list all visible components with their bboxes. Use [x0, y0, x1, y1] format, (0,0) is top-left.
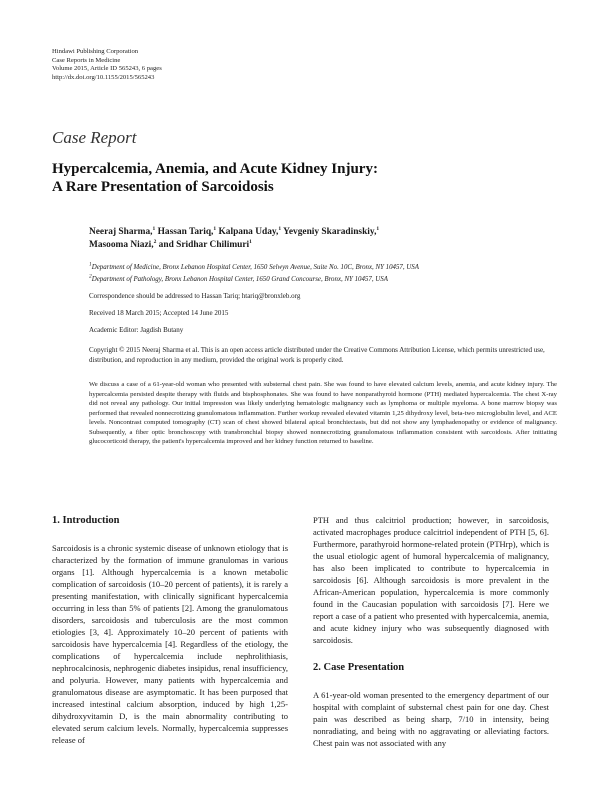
author-affiliation-mark: 1	[376, 225, 380, 232]
left-column	[52, 514, 288, 746]
introduction-continued-text: PTH and thus calcitriol production; however, in sarcoidosis, activated macrophages produce calcitriol independent of PTH [5, 6]. Furthermore, parathyroid hormone-related protein (PTHrp), which is the usual etiologic agent of humoral hypercalcemia of malignancy, has also been implicated to contribute to hypercalcemia in sarcoidosis [6]. Although sarcoidosis is more prevalent in the African-American population, hypercalcemia is more commonly found in the Caucasian population with sarcoidosis [7]. Here we report a case of a patient who presented with hypercalcemia, anemia, and acute kidney injury who was subsequently diagnosed with sarcoidosis.	[313, 515, 549, 645]
affiliation	[89, 274, 559, 286]
correspondence: Correspondence should be addressed to Hassan Tariq; htariq@bronxleb.org	[89, 292, 301, 300]
introduction-heading: 1. Introduction	[52, 515, 120, 526]
journal-name: Case Reports in Medicine	[52, 56, 121, 64]
author-name: Kalpana Uday,	[218, 227, 279, 237]
author-affiliation-mark: 1	[278, 225, 282, 232]
author-affiliation-mark: 1	[249, 238, 252, 245]
doi-link[interactable]: http://dx.doi.org/10.1155/2015/565243	[52, 73, 155, 81]
introduction-text: Sarcoidosis is a chronic systemic disease of unknown etiology that is characterized by the formation of immune granulomas in various organs [1]. Although hypercalcemia is a known metabolic complication of sarcoidosis (10–20 percent of patients), it is rarely a presenting manifestation, with clinically significant hypercalcemia occurring in less than 5% of patients [2]. Among the granulomatous disorders, sarcoidosis and tuberculosis are the most common etiologies [3, 4]. Approximately 10–20 percent of patients with sarcoidosis have hypercalcemia [4]. Regardless of the etiology, the complications of hypercalcemia include nephrolithiasis, nephrocalcinosis, nephrogenic diabetes insipidus, renal insufficiency, and polyuria. However, many patients with hypercalcemia and granulomatous disease are asymptomatic. It has been purposed that increased intestinal calcium absorption, induced by high 1,25-dihydroxyvitamin D, is the main abnormality contributing to elevated serum calcium levels. Normally, hypercalcemia suppresses release of	[52, 543, 288, 745]
abstract: We discuss a case of a 61-year-old woman who presented with substernal chest pain. She was found to have elevated calcium levels, anemia, and acute kidney injury. The hypercalcemia persisted despite therapy with fluids and bisphosphonates. She was found to have nonparathyroid hormone (PTH) mediated hypercalcemia. The chest X-ray did not reveal any pathology. Our initial impression was likely underlying hematologic malignancy such as lymphoma or multiple myeloma. A bone marrow biopsy was performed that revealed nonnecrotizing granulomatous inflammation. Further workup revealed elevated vitamin 1,25 dihydroxy level, beta-two microglobulin level, and ACE levels. Noncontrast computed tomography (CT) scan of chest showed bilateral apical bronchiectasis, but did not show any lymphadenopathy or evidence of malignancy. Subsequently, a fiber optic bronchoscopy with transbronchial biopsy showed nonnecrotizing granulomatous inflammation consistent with sarcoidosis. After initiating glucocorticoid therapy, the patient's hypercalcemia improved and her kidney function returned to baseline.	[89, 381, 557, 445]
title-line-2: A Rare Presentation of Sarcoidosis	[52, 179, 274, 195]
case-presentation-text: A 61-year-old woman presented to the emergency department of our hospital with complaint of substernal chest pain for one day. Chest pain was described as being sharp, 7/10 in intensity, being nonradiating, and being with no aggravating or alleviating factors. Chest pain was not associated with any	[313, 690, 549, 748]
affiliation-text: Department of Pathology, Bronx Lebanon Hospital Center, 1650 Grand Concourse, Bronx, NY 10457, USA	[91, 276, 388, 283]
journal-meta	[52, 48, 162, 82]
title-line-1: Hypercalcemia, Anemia, and Acute Kidney Injury:	[52, 161, 378, 177]
author-affiliation-mark: 2	[153, 238, 157, 245]
affiliation-number: 1	[89, 261, 92, 268]
affiliation-list	[89, 262, 559, 286]
affiliation-text: Department of Medicine, Bronx Lebanon Hospital Center, 1650 Selwyn Avenue, Suite No. 10C, Bronx, NY 10457, USA	[91, 264, 419, 271]
received-accepted-dates: Received 18 March 2015; Accepted 14 June 2015	[89, 309, 229, 317]
author-list	[89, 226, 559, 252]
author-name: Neeraj Sharma,	[89, 227, 153, 237]
article-type: Case Report	[52, 128, 137, 147]
author-name: Masooma Niazi,	[89, 240, 154, 250]
author-affiliation-mark: 1	[152, 225, 156, 232]
author-name: and Sridhar Chilimuri	[158, 240, 250, 250]
affiliation	[89, 262, 559, 274]
volume-info: Volume 2015, Article ID 565243, 6 pages	[52, 65, 162, 72]
copyright-notice: Copyright © 2015 Neeraj Sharma et al. This is an open access article distributed under the Creative Commons Attribution License, which permits unrestricted use, distribution, and reproduction in any medium, provided the original work is properly cited.	[89, 346, 545, 364]
publisher: Hindawi Publishing Corporation	[52, 48, 139, 55]
case-presentation-heading: 2. Case Presentation	[313, 662, 405, 673]
author-affiliation-mark: 1	[213, 225, 217, 232]
right-column	[313, 514, 549, 749]
author-name: Yevgeniy Skaradinskiy,	[283, 227, 377, 237]
author-name: Hassan Tariq,	[157, 227, 214, 237]
academic-editor: Academic Editor: Jagdish Butany	[89, 326, 184, 334]
article-title	[52, 160, 552, 196]
affiliation-number: 2	[89, 273, 92, 280]
